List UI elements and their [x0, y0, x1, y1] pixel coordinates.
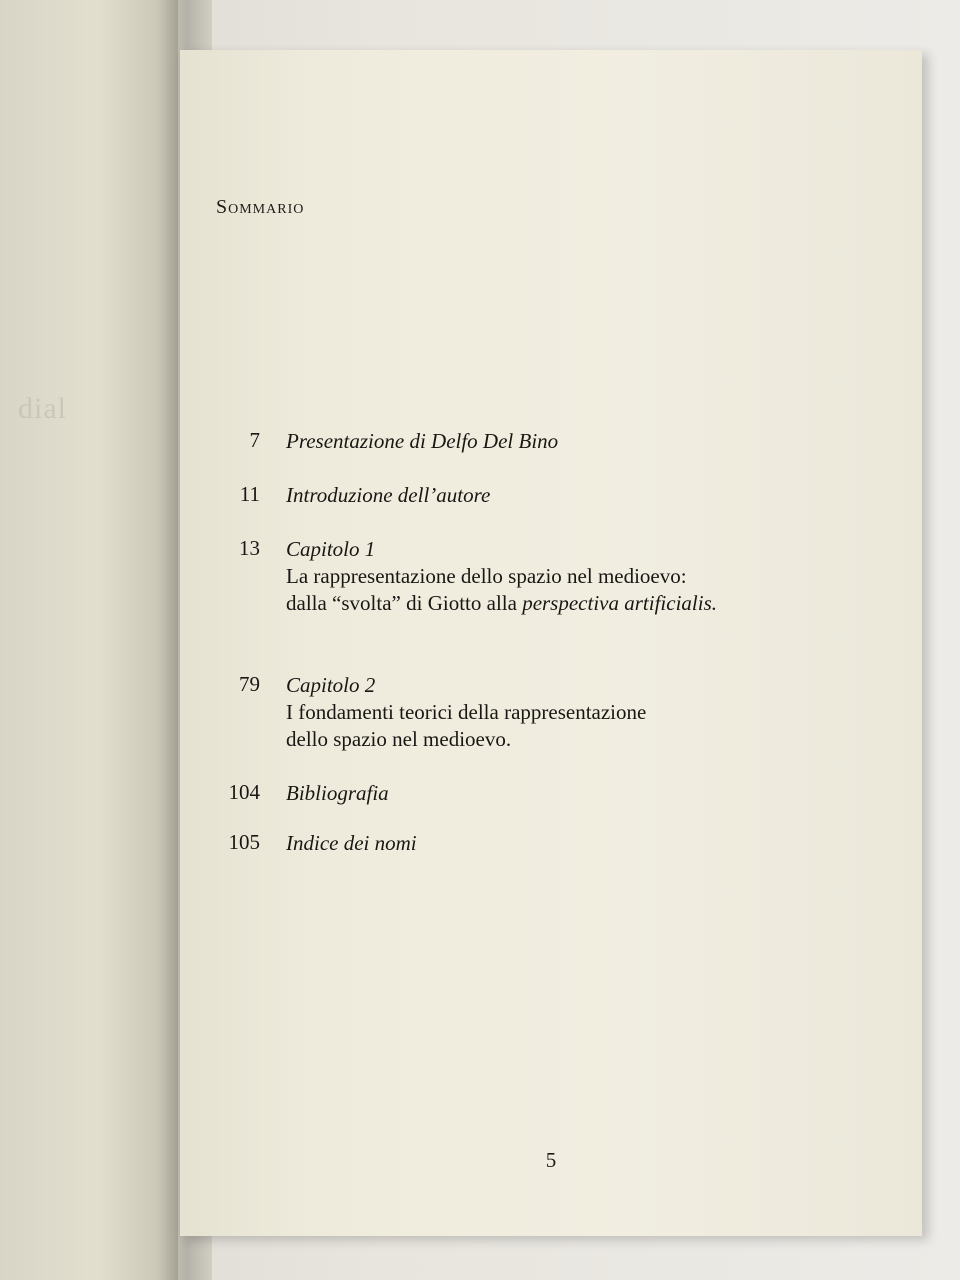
- chapter-title-line: I fondamenti teorici della rappresentazione: [286, 700, 647, 724]
- toc-page-number: 104: [228, 780, 260, 804]
- chapter-label: Capitolo 1: [286, 537, 376, 561]
- toc-entry-title: Presentazione di Delfo Del Bino: [286, 429, 559, 453]
- chapter-label: Capitolo 2: [286, 673, 376, 697]
- left-page: [0, 0, 178, 1280]
- toc-entry-title: Indice dei nomi: [286, 831, 417, 855]
- table-of-contents: [180, 50, 922, 1236]
- chapter-title-line: La rappresentazione dello spazio nel medioevo:: [286, 564, 687, 588]
- chapter-title-line: dello spazio nel medioevo.: [286, 727, 512, 751]
- chapter-title-italic: perspectiva artificialis.: [522, 591, 717, 615]
- toc-entry-title: Bibliografia: [286, 781, 389, 805]
- page-heading: Sommario: [216, 196, 305, 218]
- chapter-title-line: [286, 590, 882, 617]
- toc-page-number: 13: [239, 536, 260, 560]
- page-number: 5: [545, 1148, 557, 1172]
- right-page: [180, 50, 922, 1236]
- left-page-ghost-text: dial: [18, 392, 67, 425]
- toc-page-number: 7: [249, 428, 260, 452]
- toc-page-number: 105: [228, 830, 260, 854]
- toc-page-number: 79: [239, 672, 260, 696]
- toc-page-number: 11: [239, 482, 260, 506]
- toc-entry-title: Introduzione dell’autore: [286, 483, 491, 507]
- chapter-title-text: dalla “svolta” di Giotto alla: [286, 591, 523, 615]
